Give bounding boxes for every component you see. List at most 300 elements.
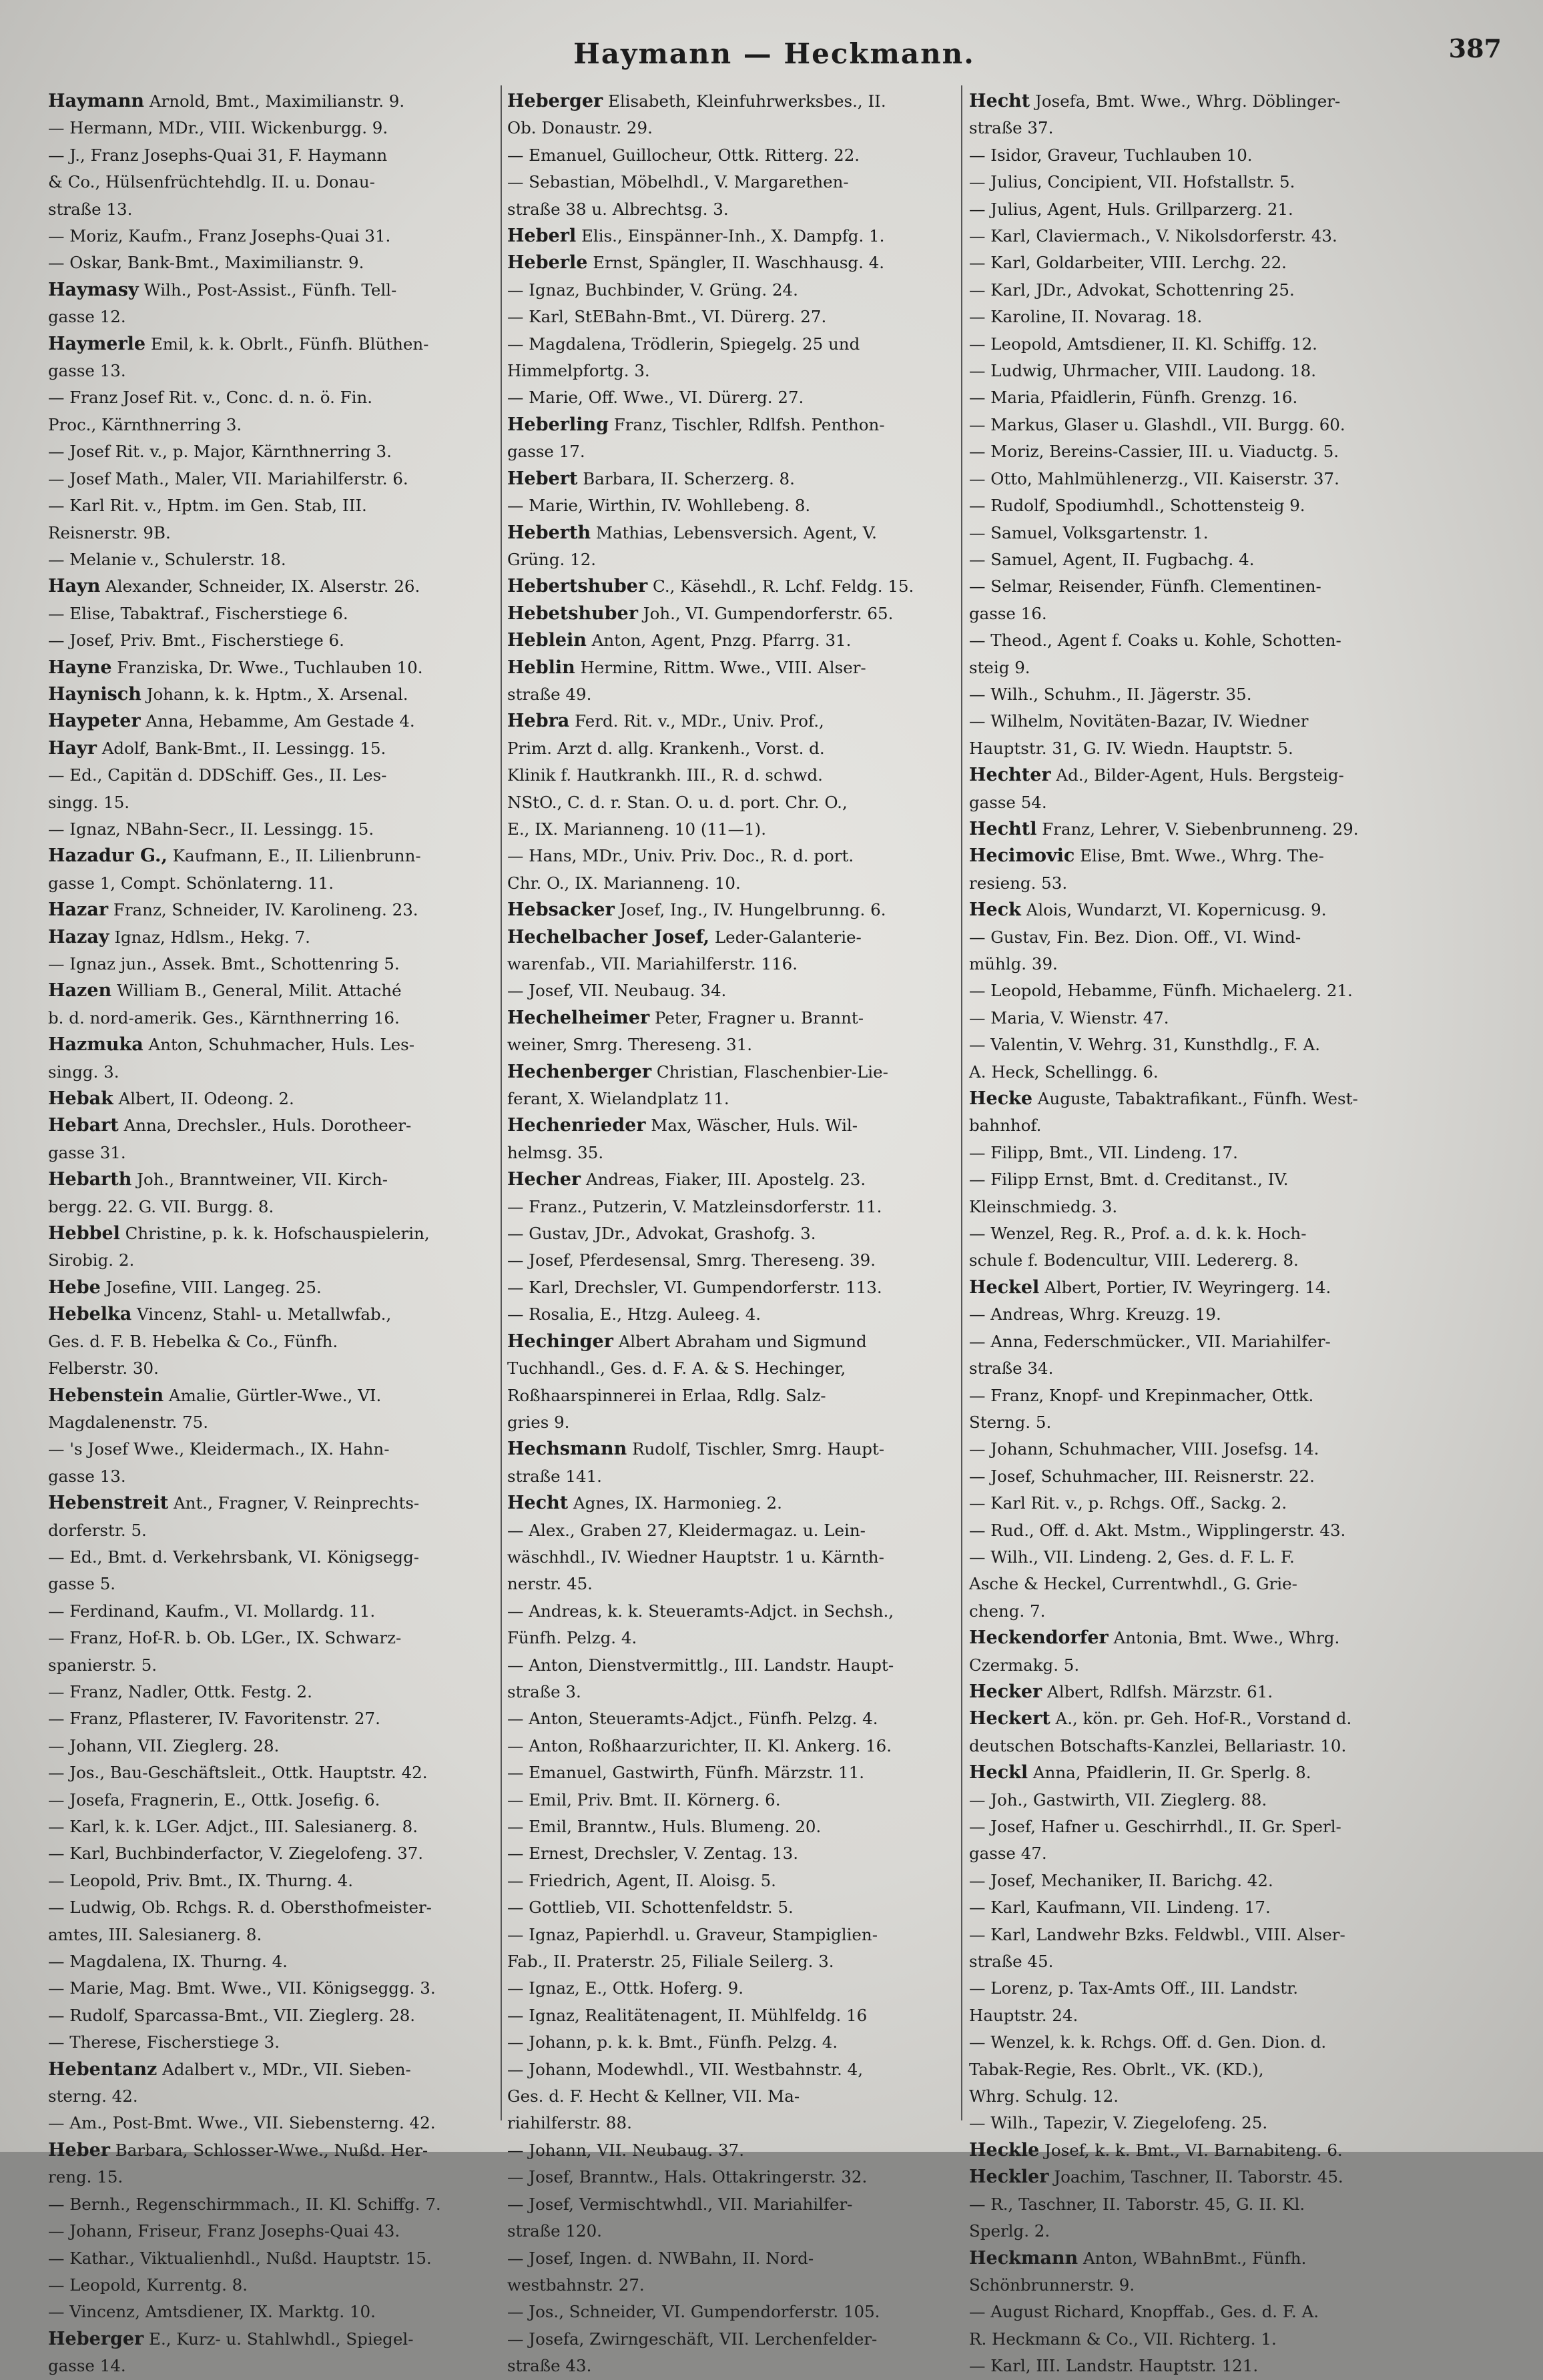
- entry-text: ferant, X. Wielandplatz 11.: [507, 1089, 729, 1109]
- directory-line: [507, 2272, 954, 2299]
- entry-text: Ob. Donaustr. 29.: [507, 118, 653, 138]
- entry-headword: Hebentanz: [48, 2058, 158, 2080]
- entry-text: — Bernh., Regenschirmmach., II. Kl. Schiffg. 7.: [48, 2194, 441, 2214]
- directory-line: [969, 2272, 1416, 2299]
- entry-text: — R., Taschner, II. Taborstr. 45, G. II. Kl.: [969, 2194, 1305, 2214]
- directory-line: [969, 384, 1416, 411]
- column-3: [969, 88, 1416, 2376]
- directory-line: [48, 1032, 495, 1058]
- directory-line: [507, 1840, 954, 1867]
- directory-line: [48, 492, 495, 519]
- entry-text: Arnold, Bmt., Maximilianstr. 9.: [144, 91, 405, 111]
- entry-text: — Franz, Pflasterer, IV. Favoritenstr. 27.: [48, 1709, 380, 1729]
- directory-line: [507, 304, 954, 330]
- entry-text: — Johann, Schuhmacher, VIII. Josefsg. 14.: [969, 1439, 1319, 1459]
- directory-line: [48, 1571, 495, 1597]
- entry-text: Ant., Fragner, V. Reinprechts-: [168, 1493, 420, 1513]
- entry-text: Albert, II. Odeong. 2.: [113, 1089, 294, 1109]
- entry-text: Anna, Drechsler., Huls. Dorotheer-: [118, 1116, 412, 1136]
- entry-text: Anton, WBahnBmt., Fünfh.: [1078, 2248, 1307, 2268]
- directory-line: [48, 924, 495, 951]
- entry-text: — Josef, VII. Neubaug. 34.: [507, 981, 727, 1001]
- directory-line: [507, 169, 954, 195]
- directory-line: [969, 897, 1416, 923]
- entry-text: Emil, k. k. Obrlt., Fünfh. Blüthen-: [145, 334, 429, 354]
- entry-text: Josef, k. k. Bmt., VI. Barnabiteng. 6.: [1039, 2140, 1343, 2160]
- directory-line: [507, 2002, 954, 2029]
- entry-text: Adalbert v., MDr., VII. Sieben-: [157, 2059, 411, 2079]
- entry-text: Mathias, Lebensversich. Agent, V.: [591, 522, 877, 542]
- entry-text: Tuchhandl., Ges. d. F. A. & S. Hechinger,: [507, 1358, 846, 1378]
- entry-headword: Heblin: [507, 657, 575, 678]
- directory-line: [507, 277, 954, 304]
- entry-text: Ad., Bilder-Agent, Huls. Bergsteig-: [1050, 765, 1344, 785]
- entry-text: — Wenzel, k. k. Rchgs. Off. d. Gen. Dion. d.: [969, 2032, 1327, 2052]
- entry-text: — Franz, Hof-R. b. Ob. LGer., IX. Schwarz-: [48, 1628, 402, 1648]
- directory-line: [969, 1247, 1416, 1274]
- directory-line: [48, 277, 495, 304]
- directory-line: [507, 1301, 954, 1328]
- directory-line: [48, 1086, 495, 1112]
- entry-text: — Johann, Friseur, Franz Josephs-Quai 43.: [48, 2221, 400, 2241]
- directory-line: [48, 88, 495, 115]
- directory-line: [48, 1894, 495, 1921]
- directory-line: [969, 2083, 1416, 2110]
- directory-line: [969, 520, 1416, 546]
- directory-line: [48, 843, 495, 869]
- directory-line: [969, 88, 1416, 115]
- directory-line: [507, 789, 954, 816]
- directory-line: [48, 977, 495, 1004]
- directory-line: [969, 870, 1416, 897]
- directory-line: [48, 735, 495, 762]
- directory-line: [969, 304, 1416, 330]
- entry-text: — Hermann, MDr., VIII. Wickenburgg. 9.: [48, 118, 388, 138]
- directory-line: [507, 1705, 954, 1732]
- directory-line: [969, 2218, 1416, 2245]
- entry-text: — Theod., Agent f. Coaks u. Kohle, Schotten-: [969, 631, 1341, 651]
- entry-text: — Marie, Mag. Bmt. Wwe., VII. Königseggg. 3.: [48, 1978, 436, 1998]
- directory-line: [969, 2029, 1416, 2056]
- entry-text: — Johann, p. k. k. Bmt., Fünfh. Pelzg. 4.: [507, 2032, 838, 2052]
- directory-line: [969, 789, 1416, 816]
- entry-text: cheng. 7.: [969, 1601, 1046, 1621]
- entry-text: — Magdalena, IX. Thurng. 4.: [48, 1952, 288, 1972]
- directory-line: [969, 2137, 1416, 2164]
- directory-line: [507, 627, 954, 654]
- entry-text: Josefa, Bmt. Wwe., Whrg. Döblinger-: [1030, 91, 1341, 111]
- directory-line: [48, 1975, 495, 2002]
- entry-text: — Wilhelm, Novitäten-Bazar, IV. Wiedner: [969, 711, 1309, 731]
- directory-line: [507, 1355, 954, 1382]
- entry-text: gasse 14.: [48, 2356, 126, 2376]
- entry-text: Barbara, II. Scherzerg. 8.: [577, 468, 795, 488]
- directory-line: [507, 2056, 954, 2083]
- entry-headword: Heber: [48, 2139, 110, 2160]
- entry-text: Albert, Portier, IV. Weyringerg. 14.: [1039, 1277, 1331, 1297]
- entry-text: Prim. Arzt d. allg. Krankenh., Vorst. d.: [507, 738, 825, 758]
- directory-line: [969, 1355, 1416, 1382]
- entry-headword: Heckler: [969, 2166, 1049, 2188]
- directory-line: [969, 169, 1416, 195]
- entry-text: — Selmar, Reisender, Fünfh. Clementinen-: [969, 576, 1321, 597]
- entry-text: Alois, Wundarzt, VI. Kopernicusg. 9.: [1020, 900, 1327, 920]
- entry-text: Klinik f. Hautkrankh. III., R. d. schwd.: [507, 765, 823, 785]
- directory-line: [969, 2245, 1416, 2272]
- entry-headword: Hazen: [48, 980, 112, 1002]
- directory-line: [969, 951, 1416, 977]
- directory-line: [507, 412, 954, 438]
- entry-text: — Alex., Graben 27, Kleidermagaz. u. Lein-: [507, 1520, 866, 1540]
- entry-text: — Ernest, Drechsler, V. Zentag. 13.: [507, 1844, 798, 1864]
- entry-text: bergg. 22. G. VII. Burgg. 8.: [48, 1196, 274, 1216]
- entry-text: straße 3.: [507, 1681, 581, 1701]
- entry-headword: Hebenstreit: [48, 1493, 169, 1514]
- directory-line: [507, 1166, 954, 1193]
- entry-text: b. d. nord-amerik. Ges., Kärnthnerring 16.: [48, 1008, 400, 1028]
- directory-line: [969, 1652, 1416, 1679]
- directory-line: [507, 870, 954, 897]
- entry-text: — Josefa, Zwirngeschäft, VII. Lerchenfelder-: [507, 2329, 878, 2349]
- directory-line: [507, 520, 954, 546]
- entry-text: straße 37.: [969, 118, 1054, 138]
- entry-headword: Hecimovic: [969, 845, 1075, 867]
- entry-text: — Maria, Pfaidlerin, Fünfh. Grenzg. 16.: [969, 388, 1298, 408]
- entry-headword: Hebe: [48, 1276, 101, 1298]
- directory-line: [969, 573, 1416, 600]
- entry-text: wäschhdl., IV. Wiedner Hauptstr. 1 u. Kärnth-: [507, 1547, 884, 1567]
- entry-headword: Hecht: [507, 1493, 569, 1514]
- directory-line: [969, 466, 1416, 492]
- entry-text: — Johann, VII. Neubaug. 37.: [507, 2140, 745, 2160]
- directory-line: [48, 1733, 495, 1759]
- entry-text: — Karl, Landwehr Bzks. Feldwbl., VIII. Alser-: [969, 1924, 1345, 1944]
- entry-text: Albert Abraham und Sigmund: [613, 1331, 867, 1351]
- directory-line: [969, 1436, 1416, 1463]
- entry-headword: Hayr: [48, 737, 97, 759]
- directory-line: [969, 196, 1416, 223]
- entry-text: — Karl, Kaufmann, VII. Lindeng. 17.: [969, 1898, 1271, 1918]
- directory-line: [507, 1140, 954, 1166]
- entry-text: Peter, Fragner u. Brannt-: [649, 1008, 864, 1028]
- directory-line: [48, 1652, 495, 1679]
- directory-line: [48, 816, 495, 843]
- entry-text: weiner, Smrg. Thereseng. 31.: [507, 1035, 753, 1055]
- directory-line: [969, 1409, 1416, 1436]
- directory-line: [969, 1787, 1416, 1814]
- directory-line: [48, 870, 495, 897]
- directory-line: [48, 2191, 495, 2218]
- entry-text: schule f. Bodencultur, VIII. Ledererg. 8.: [969, 1250, 1299, 1270]
- entry-text: Elisabeth, Kleinfuhrwerksbes., II.: [603, 91, 886, 111]
- entry-text: — Ignaz jun., Assek. Bmt., Schottenring 5.: [48, 954, 400, 973]
- entry-text: — Ignaz, E., Ottk. Hoferg. 9.: [507, 1978, 743, 1998]
- directory-line: [48, 681, 495, 708]
- entry-headword: Hecht: [969, 91, 1030, 111]
- entry-headword: Heck: [969, 899, 1021, 921]
- entry-text: — Ignaz, Realitätenagent, II. Mühlfeldg. 16: [507, 2005, 868, 2025]
- entry-text: — August Richard, Knopffab., Ges. d. F. A.: [969, 2302, 1319, 2322]
- directory-line: [48, 2218, 495, 2245]
- directory-line: [507, 1652, 954, 1679]
- entry-text: — Rudolf, Sparcassa-Bmt., VII. Zieglerg. 28.: [48, 2005, 416, 2025]
- entry-text: — Emanuel, Gastwirth, Fünfh. Märzstr. 11.: [507, 1763, 865, 1783]
- entry-text: Himmelpfortg. 3.: [507, 361, 650, 381]
- entry-text: — Rud., Off. d. Akt. Mstm., Wipplingerstr. 43.: [969, 1520, 1346, 1540]
- entry-headword: Heckle: [969, 2139, 1040, 2160]
- directory-line: [507, 1894, 954, 1921]
- entry-headword: Hechelheimer: [507, 1007, 650, 1028]
- directory-line: [48, 1005, 495, 1032]
- entry-text: — Leopold, Hebamme, Fünfh. Michaelerg. 21.: [969, 981, 1353, 1001]
- directory-line: [507, 897, 954, 923]
- directory-line: [969, 2056, 1416, 2083]
- entry-text: — Leopold, Amtsdiener, II. Kl. Schiffg. 12.: [969, 334, 1317, 354]
- directory-line: [48, 1922, 495, 1948]
- directory-line: [507, 951, 954, 977]
- entry-headword: Hebra: [507, 711, 570, 732]
- directory-line: [48, 951, 495, 977]
- directory-line: [507, 708, 954, 735]
- entry-text: westbahnstr. 27.: [507, 2275, 645, 2295]
- entry-text: Kaufmann, E., II. Lilienbrunn-: [167, 846, 421, 866]
- entry-text: — Emanuel, Guillocheur, Ottk. Ritterg. 22.: [507, 145, 860, 165]
- directory-line: [969, 1679, 1416, 1705]
- entry-text: Czermakg. 5.: [969, 1655, 1080, 1675]
- directory-line: [969, 601, 1416, 627]
- entry-text: — Karoline, II. Novarag. 18.: [969, 307, 1203, 327]
- directory-line: [48, 789, 495, 816]
- directory-line: [507, 1598, 954, 1625]
- directory-line: [507, 1490, 954, 1517]
- directory-line: [48, 627, 495, 654]
- directory-line: [507, 1112, 954, 1139]
- directory-line: [48, 1409, 495, 1436]
- directory-line: [969, 708, 1416, 735]
- directory-line: [48, 1436, 495, 1463]
- directory-line: [969, 977, 1416, 1004]
- directory-line: [507, 573, 954, 600]
- entry-text: bahnhof.: [969, 1116, 1042, 1136]
- directory-line: [48, 520, 495, 546]
- directory-line: [48, 250, 495, 276]
- entry-headword: Hechinger: [507, 1330, 613, 1352]
- entry-text: Josef, Ing., IV. Hungelbrunng. 6.: [614, 900, 886, 920]
- entry-headword: Hecker: [969, 1681, 1042, 1702]
- directory-line: [507, 924, 954, 951]
- entry-headword: Hechenberger: [507, 1061, 652, 1082]
- directory-line: [969, 2110, 1416, 2136]
- entry-text: Vincenz, Stahl- u. Metallwfab.,: [131, 1304, 392, 1324]
- directory-line: [48, 384, 495, 411]
- entry-text: — Hans, MDr., Univ. Priv. Doc., R. d. port.: [507, 846, 854, 866]
- entry-text: Joachim, Taschner, II. Taborstr. 45.: [1048, 2167, 1343, 2187]
- directory-line: [969, 1382, 1416, 1409]
- entry-headword: Hebsacker: [507, 899, 615, 921]
- entry-text: gasse 12.: [48, 307, 126, 327]
- entry-text: — Otto, Mahlmühlenerzg., VII. Kaiserstr. 37.: [969, 468, 1339, 488]
- directory-line: [48, 196, 495, 223]
- entry-text: Asche & Heckel, Currentwhdl., G. Grie-: [969, 1574, 1297, 1594]
- directory-line: [507, 438, 954, 465]
- entry-headword: Haymann: [48, 91, 145, 111]
- directory-line: [969, 843, 1416, 869]
- directory-line: [507, 223, 954, 250]
- entry-headword: Hebert: [507, 468, 578, 489]
- directory-line: [507, 1517, 954, 1544]
- entry-text: — Samuel, Volksgartenstr. 1.: [969, 522, 1209, 542]
- directory-line: [48, 2137, 495, 2164]
- directory-line: [507, 1436, 954, 1463]
- entry-text: — Johann, VII. Zieglerg. 28.: [48, 1735, 280, 1755]
- entry-text: Hauptstr. 31, G. IV. Wiedn. Hauptstr. 5.: [969, 738, 1293, 758]
- directory-line: [969, 1975, 1416, 2002]
- entry-text: E., IX. Marianneng. 10 (11—1).: [507, 819, 767, 839]
- entry-text: — Franz, Knopf- und Krepinmacher, Ottk.: [969, 1385, 1314, 1405]
- entry-text: — Karl, StEBahn-Bmt., VI. Dürerg. 27.: [507, 307, 827, 327]
- entry-text: — Rudolf, Spodiumhdl., Schottensteig 9.: [969, 496, 1305, 516]
- directory-line: [969, 2299, 1416, 2325]
- entry-text: Reisnerstr. 9B.: [48, 522, 171, 542]
- directory-line: [48, 2056, 495, 2083]
- directory-line: [969, 1733, 1416, 1759]
- directory-line: [969, 1625, 1416, 1651]
- directory-line: [48, 2326, 495, 2353]
- directory-line: [507, 735, 954, 762]
- entry-headword: Haymasy: [48, 279, 139, 300]
- directory-line: [969, 2164, 1416, 2191]
- entry-text: William B., General, Milit. Attaché: [111, 981, 402, 1001]
- entry-headword: Heberl: [507, 226, 577, 247]
- entry-headword: Heblein: [507, 630, 587, 651]
- entry-text: Adolf, Bank-Bmt., II. Lessingg. 15.: [96, 738, 386, 758]
- directory-line: [969, 1759, 1416, 1786]
- directory-line: [969, 1868, 1416, 1894]
- directory-line: [48, 1382, 495, 1409]
- directory-line: [48, 1490, 495, 1517]
- entry-text: resieng. 53.: [969, 873, 1068, 893]
- entry-text: straße 49.: [507, 684, 592, 704]
- directory-line: [507, 2137, 954, 2164]
- directory-line: [48, 1625, 495, 1651]
- directory-line: [507, 681, 954, 708]
- entry-text: — Kathar., Viktualienhdl., Nußd. Hauptstr. 15.: [48, 2248, 432, 2268]
- directory-line: [969, 1032, 1416, 1058]
- directory-line: [507, 1948, 954, 1975]
- directory-line: [969, 1086, 1416, 1112]
- entry-text: Johann, k. k. Hptm., X. Arsenal.: [141, 684, 408, 704]
- entry-text: Antonia, Bmt. Wwe., Whrg.: [1108, 1628, 1340, 1648]
- directory-line: [507, 250, 954, 276]
- entry-text: straße 120.: [507, 2221, 602, 2241]
- entry-text: — Ed., Bmt. d. Verkehrsbank, VI. Königsegg-: [48, 1547, 420, 1567]
- running-head: Haymann — Heckmann.: [573, 37, 975, 70]
- entry-text: NStO., C. d. r. Stan. O. u. d. port. Chr. O.,: [507, 792, 848, 812]
- directory-line: [969, 924, 1416, 951]
- entry-headword: Heckmann: [969, 2247, 1078, 2269]
- entry-headword: Hayne: [48, 657, 112, 678]
- directory-line: [507, 1759, 954, 1786]
- entry-text: Fünfh. Pelzg. 4.: [507, 1628, 637, 1648]
- directory-line: [48, 1787, 495, 1814]
- directory-line: [507, 1059, 954, 1086]
- directory-line: [969, 1517, 1416, 1544]
- entry-text: riahilferstr. 88.: [507, 2113, 632, 2133]
- directory-line: [969, 627, 1416, 654]
- directory-line: [969, 115, 1416, 141]
- entry-text: & Co., Hülsenfrüchtehdlg. II. u. Donau-: [48, 172, 375, 192]
- directory-line: [507, 331, 954, 358]
- entry-headword: Haymerle: [48, 333, 146, 354]
- page-number: 387: [1448, 33, 1502, 63]
- directory-line: [969, 1112, 1416, 1139]
- entry-text: Proc., Kärnthnerring 3.: [48, 414, 242, 434]
- entry-text: — Oskar, Bank-Bmt., Maximilianstr. 9.: [48, 253, 364, 273]
- entry-text: — Elise, Tabaktraf., Fischerstiege 6.: [48, 603, 348, 623]
- entry-text: — Gustav, JDr., Advokat, Grashofg. 3.: [507, 1224, 816, 1244]
- directory-line: [969, 2002, 1416, 2029]
- entry-text: Sterng. 5.: [969, 1412, 1052, 1432]
- entry-text: Ernst, Spängler, II. Waschhausg. 4.: [587, 253, 885, 273]
- directory-line: [507, 196, 954, 223]
- directory-line: [48, 1301, 495, 1328]
- entry-text: Max, Wäscher, Huls. Wil-: [645, 1116, 858, 1136]
- directory-line: [48, 1247, 495, 1274]
- directory-line: [507, 2029, 954, 2056]
- entry-text: Elis., Einspänner-Inh., X. Dampfg. 1.: [576, 226, 885, 246]
- entry-text: steig 9.: [969, 657, 1030, 677]
- entry-text: — Jos., Bau-Geschäftsleit., Ottk. Hauptstr. 42.: [48, 1763, 428, 1783]
- entry-text: — Therese, Fischerstiege 3.: [48, 2032, 280, 2052]
- directory-line: [48, 1544, 495, 1571]
- entry-headword: Hebetshuber: [507, 603, 638, 624]
- directory-line: [969, 1705, 1416, 1732]
- entry-text: — Josef, Ingen. d. NWBahn, II. Nord-: [507, 2248, 814, 2268]
- entry-text: — Ludwig, Uhrmacher, VIII. Laudong. 18.: [969, 361, 1317, 381]
- entry-text: — Josef Rit. v., p. Major, Kärnthnerring 3.: [48, 442, 392, 462]
- entry-text: — Anna, Federschmücker., VII. Mariahilfer-: [969, 1331, 1331, 1351]
- directory-line: [48, 601, 495, 627]
- directory-line: [969, 331, 1416, 358]
- directory-line: [48, 1355, 495, 1382]
- entry-text: — Lorenz, p. Tax-Amts Off., III. Landstr.: [969, 1978, 1299, 1998]
- directory-line: [969, 1194, 1416, 1220]
- entry-headword: Hazar: [48, 899, 109, 921]
- entry-text: straße 34.: [969, 1358, 1054, 1378]
- entry-text: Anna, Hebamme, Am Gestade 4.: [140, 711, 415, 731]
- directory-line: [969, 1922, 1416, 1948]
- directory-line: [507, 1544, 954, 1571]
- entry-text: C., Käsehdl., R. Lchf. Feldg. 15.: [647, 576, 914, 597]
- directory-line: [48, 2002, 495, 2029]
- directory-line: [48, 2353, 495, 2379]
- entry-text: Roßhaarspinnerei in Erlaa, Rdlg. Salz-: [507, 1385, 826, 1405]
- directory-line: [48, 2164, 495, 2191]
- directory-line: [969, 1166, 1416, 1193]
- directory-line: [969, 1301, 1416, 1328]
- directory-line: [507, 2299, 954, 2325]
- directory-line: [507, 1975, 954, 2002]
- entry-text: — Ignaz, Papierhdl. u. Graveur, Stampiglien-: [507, 1924, 878, 1944]
- directory-line: [507, 2191, 954, 2218]
- entry-headword: Heberth: [507, 522, 591, 543]
- entry-headword: Heckel: [969, 1276, 1040, 1298]
- directory-line: [969, 1490, 1416, 1517]
- entry-text: singg. 15.: [48, 792, 130, 812]
- entry-text: Schönbrunnerstr. 9.: [969, 2275, 1135, 2295]
- directory-line: [969, 1840, 1416, 1867]
- entry-headword: Heberger: [507, 91, 603, 111]
